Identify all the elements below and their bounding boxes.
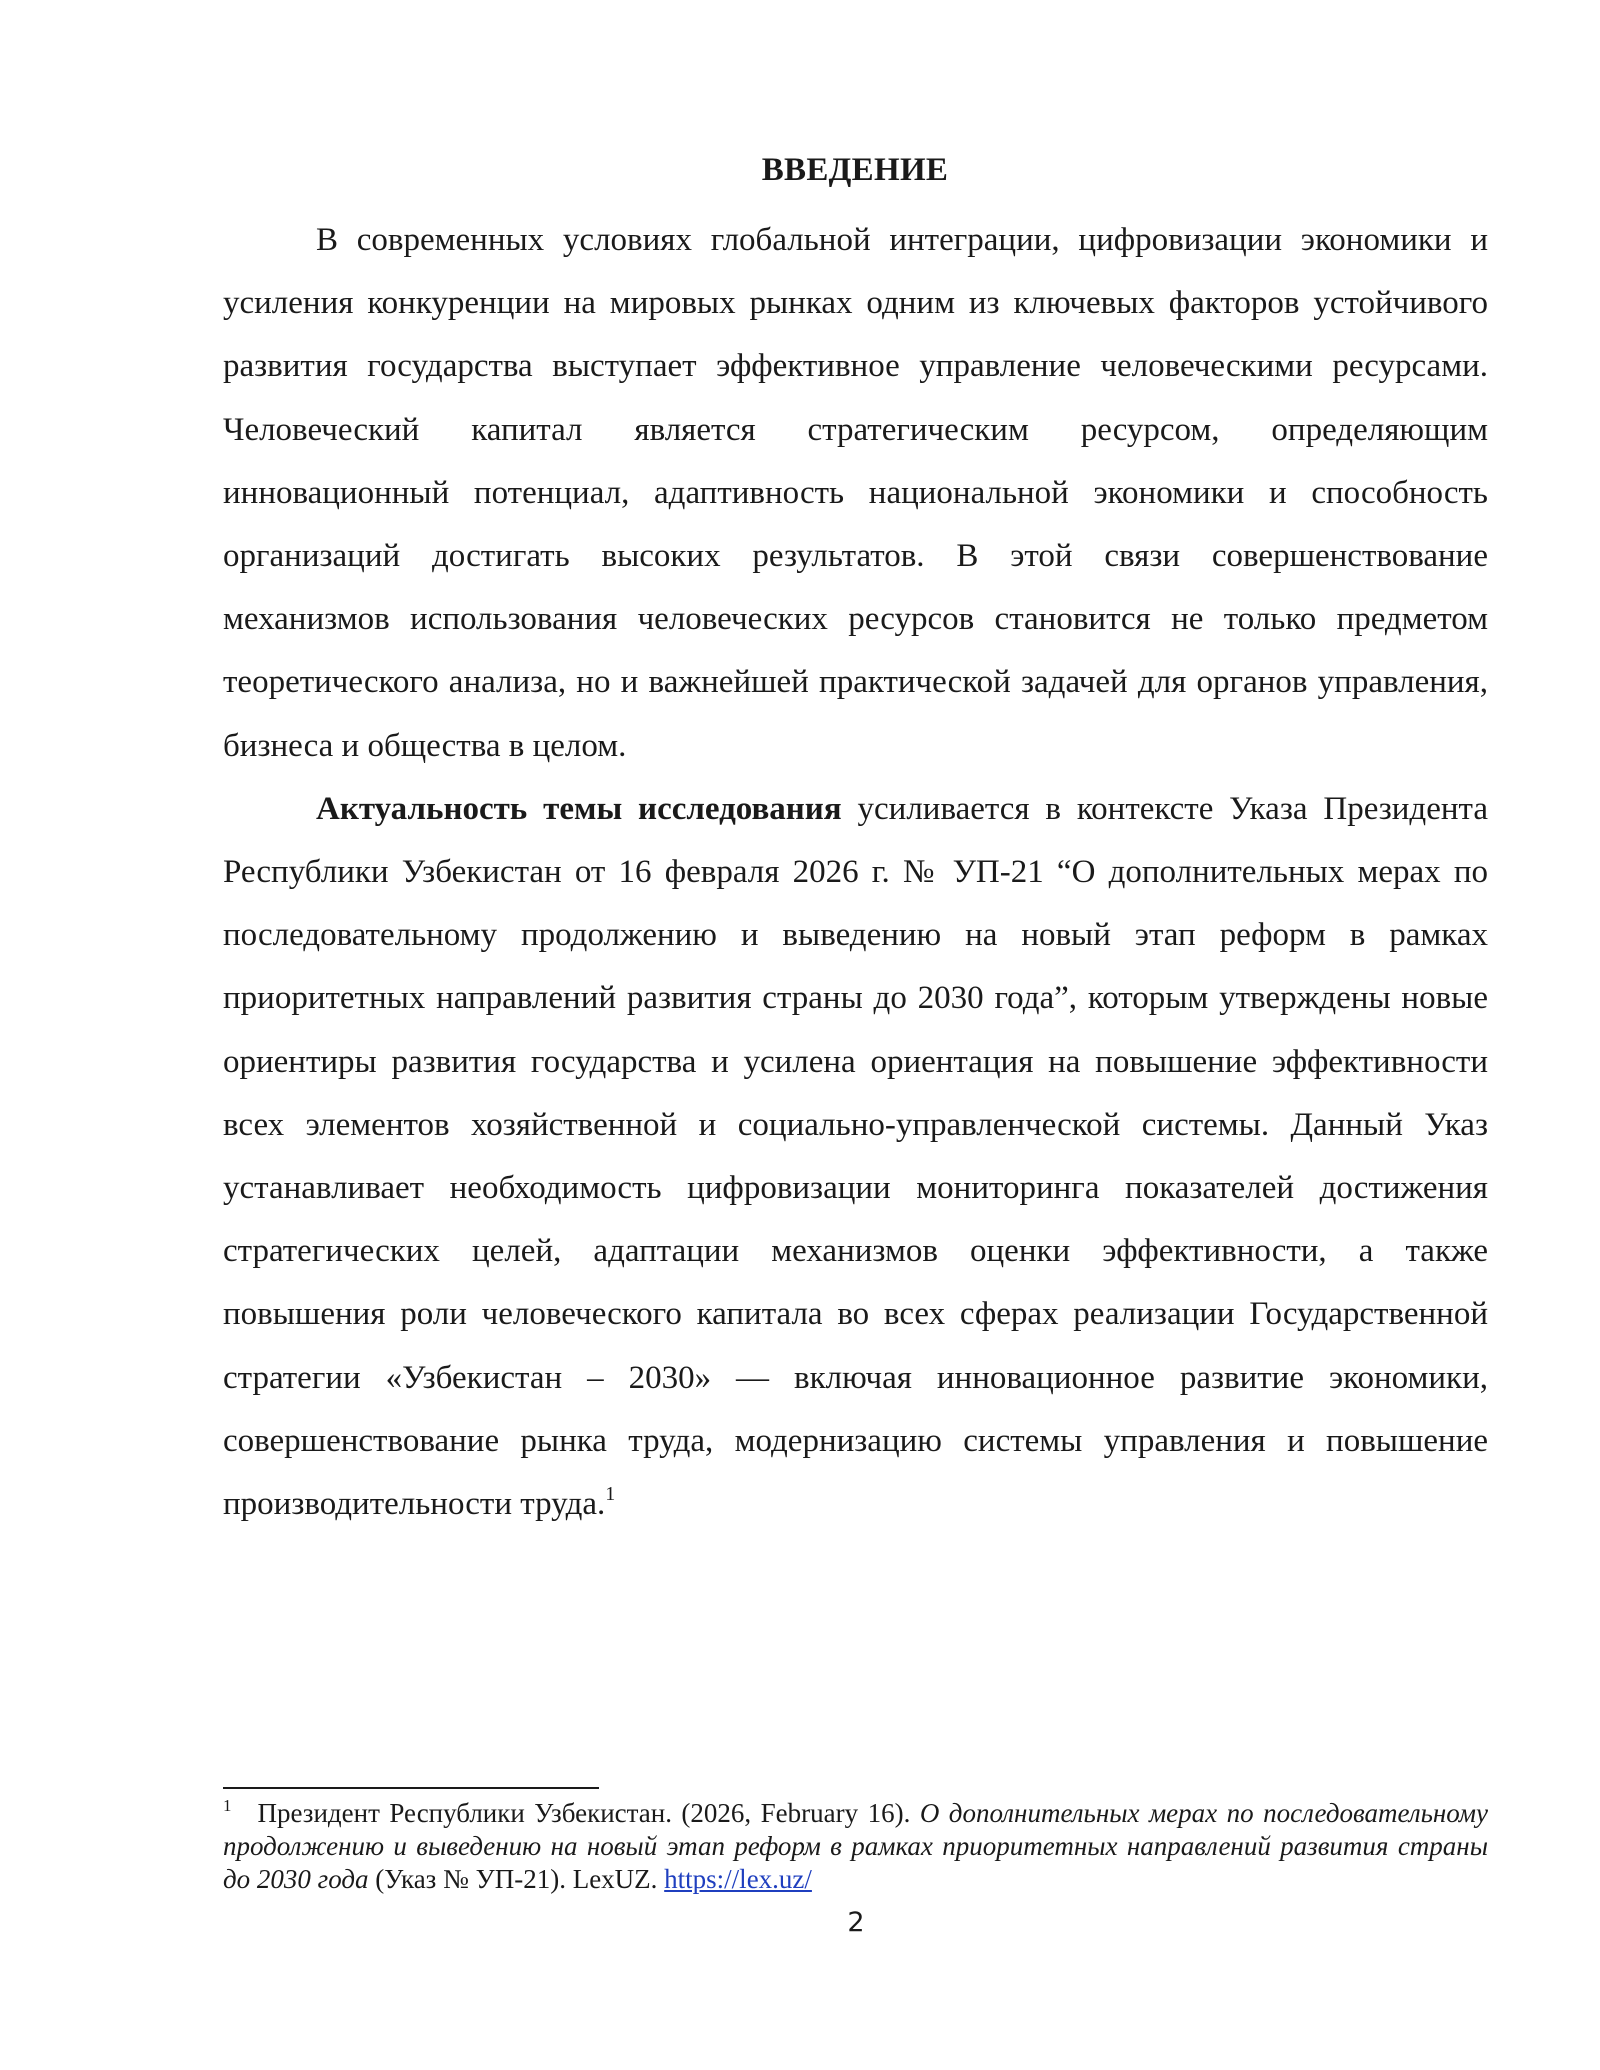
footnote-link[interactable]: https://lex.uz/ — [664, 1864, 812, 1894]
footnote-number: 1 — [223, 1796, 232, 1815]
footnote — [223, 1797, 1488, 1896]
relevance-text: усиливается в контексте Указа Президента Республики Узбекистан от 16 февраля 2026 г. № УП-21 “О дополнительных мерах по последовательному продолжению и выведению на новый этап реформ в рамках приоритетных направлений развития страны до 2030 года”, которым утверждены новые ориентиры развития государства и усилена ориентация на повышение эффективности всех элементов хозяйственной и социально-управленческой системы. Данный Указ устанавливает необходимость цифровизации мониторинга показателей достижения стратегических целей, адаптации механизмов оценки эффективности, а также повышения роли человеческого капитала во всех сферах реализации Государственной стратегии «Узбекистан – 2030» — включая инновационное развитие экономики, совершенствование рынка труда, модернизацию системы управления и повышение производительности труда. — [223, 790, 1489, 1523]
relevance-paragraph — [223, 778, 1488, 1536]
section-heading: ВВЕДЕНИЕ — [761, 152, 949, 188]
relevance-bold-lead: Актуальность темы исследования — [316, 790, 842, 827]
footnote-text-after: (Указ № УП-21). LexUZ. — [368, 1864, 665, 1894]
page-number: 2 — [847, 1907, 865, 1938]
footnote-italic-title: О дополнительных мерах по последовательному продолжению и выведению на новый этап реформ в рамках приоритетных направлений развития страны до 2030 года — [223, 1798, 1488, 1894]
intro-paragraph: В современных условиях глобальной интеграции, цифровизации экономики и усиления конкуренции на мировых рынках одним из ключевых факторов устойчивого развития государства выступает эффективное управление человеческими ресурсами. Человеческий капитал является стратегическим ресурсом, определяющим инновационный потенциал, адаптивность национальной экономики и способность организаций достигать высоких результатов. В этой связи совершенствование механизмов использования человеческих ресурсов становится не только предметом теоретического анализа, но и важнейшей практической задачей для органов управления, бизнеса и общества в целом. — [223, 222, 1488, 764]
footnote-text-before: Президент Республики Узбекистан. (2026, February 16). — [257, 1798, 920, 1828]
footnote-reference[interactable]: 1 — [605, 1483, 616, 1506]
footnote-separator — [223, 1787, 599, 1789]
body-text — [223, 209, 1488, 1536]
